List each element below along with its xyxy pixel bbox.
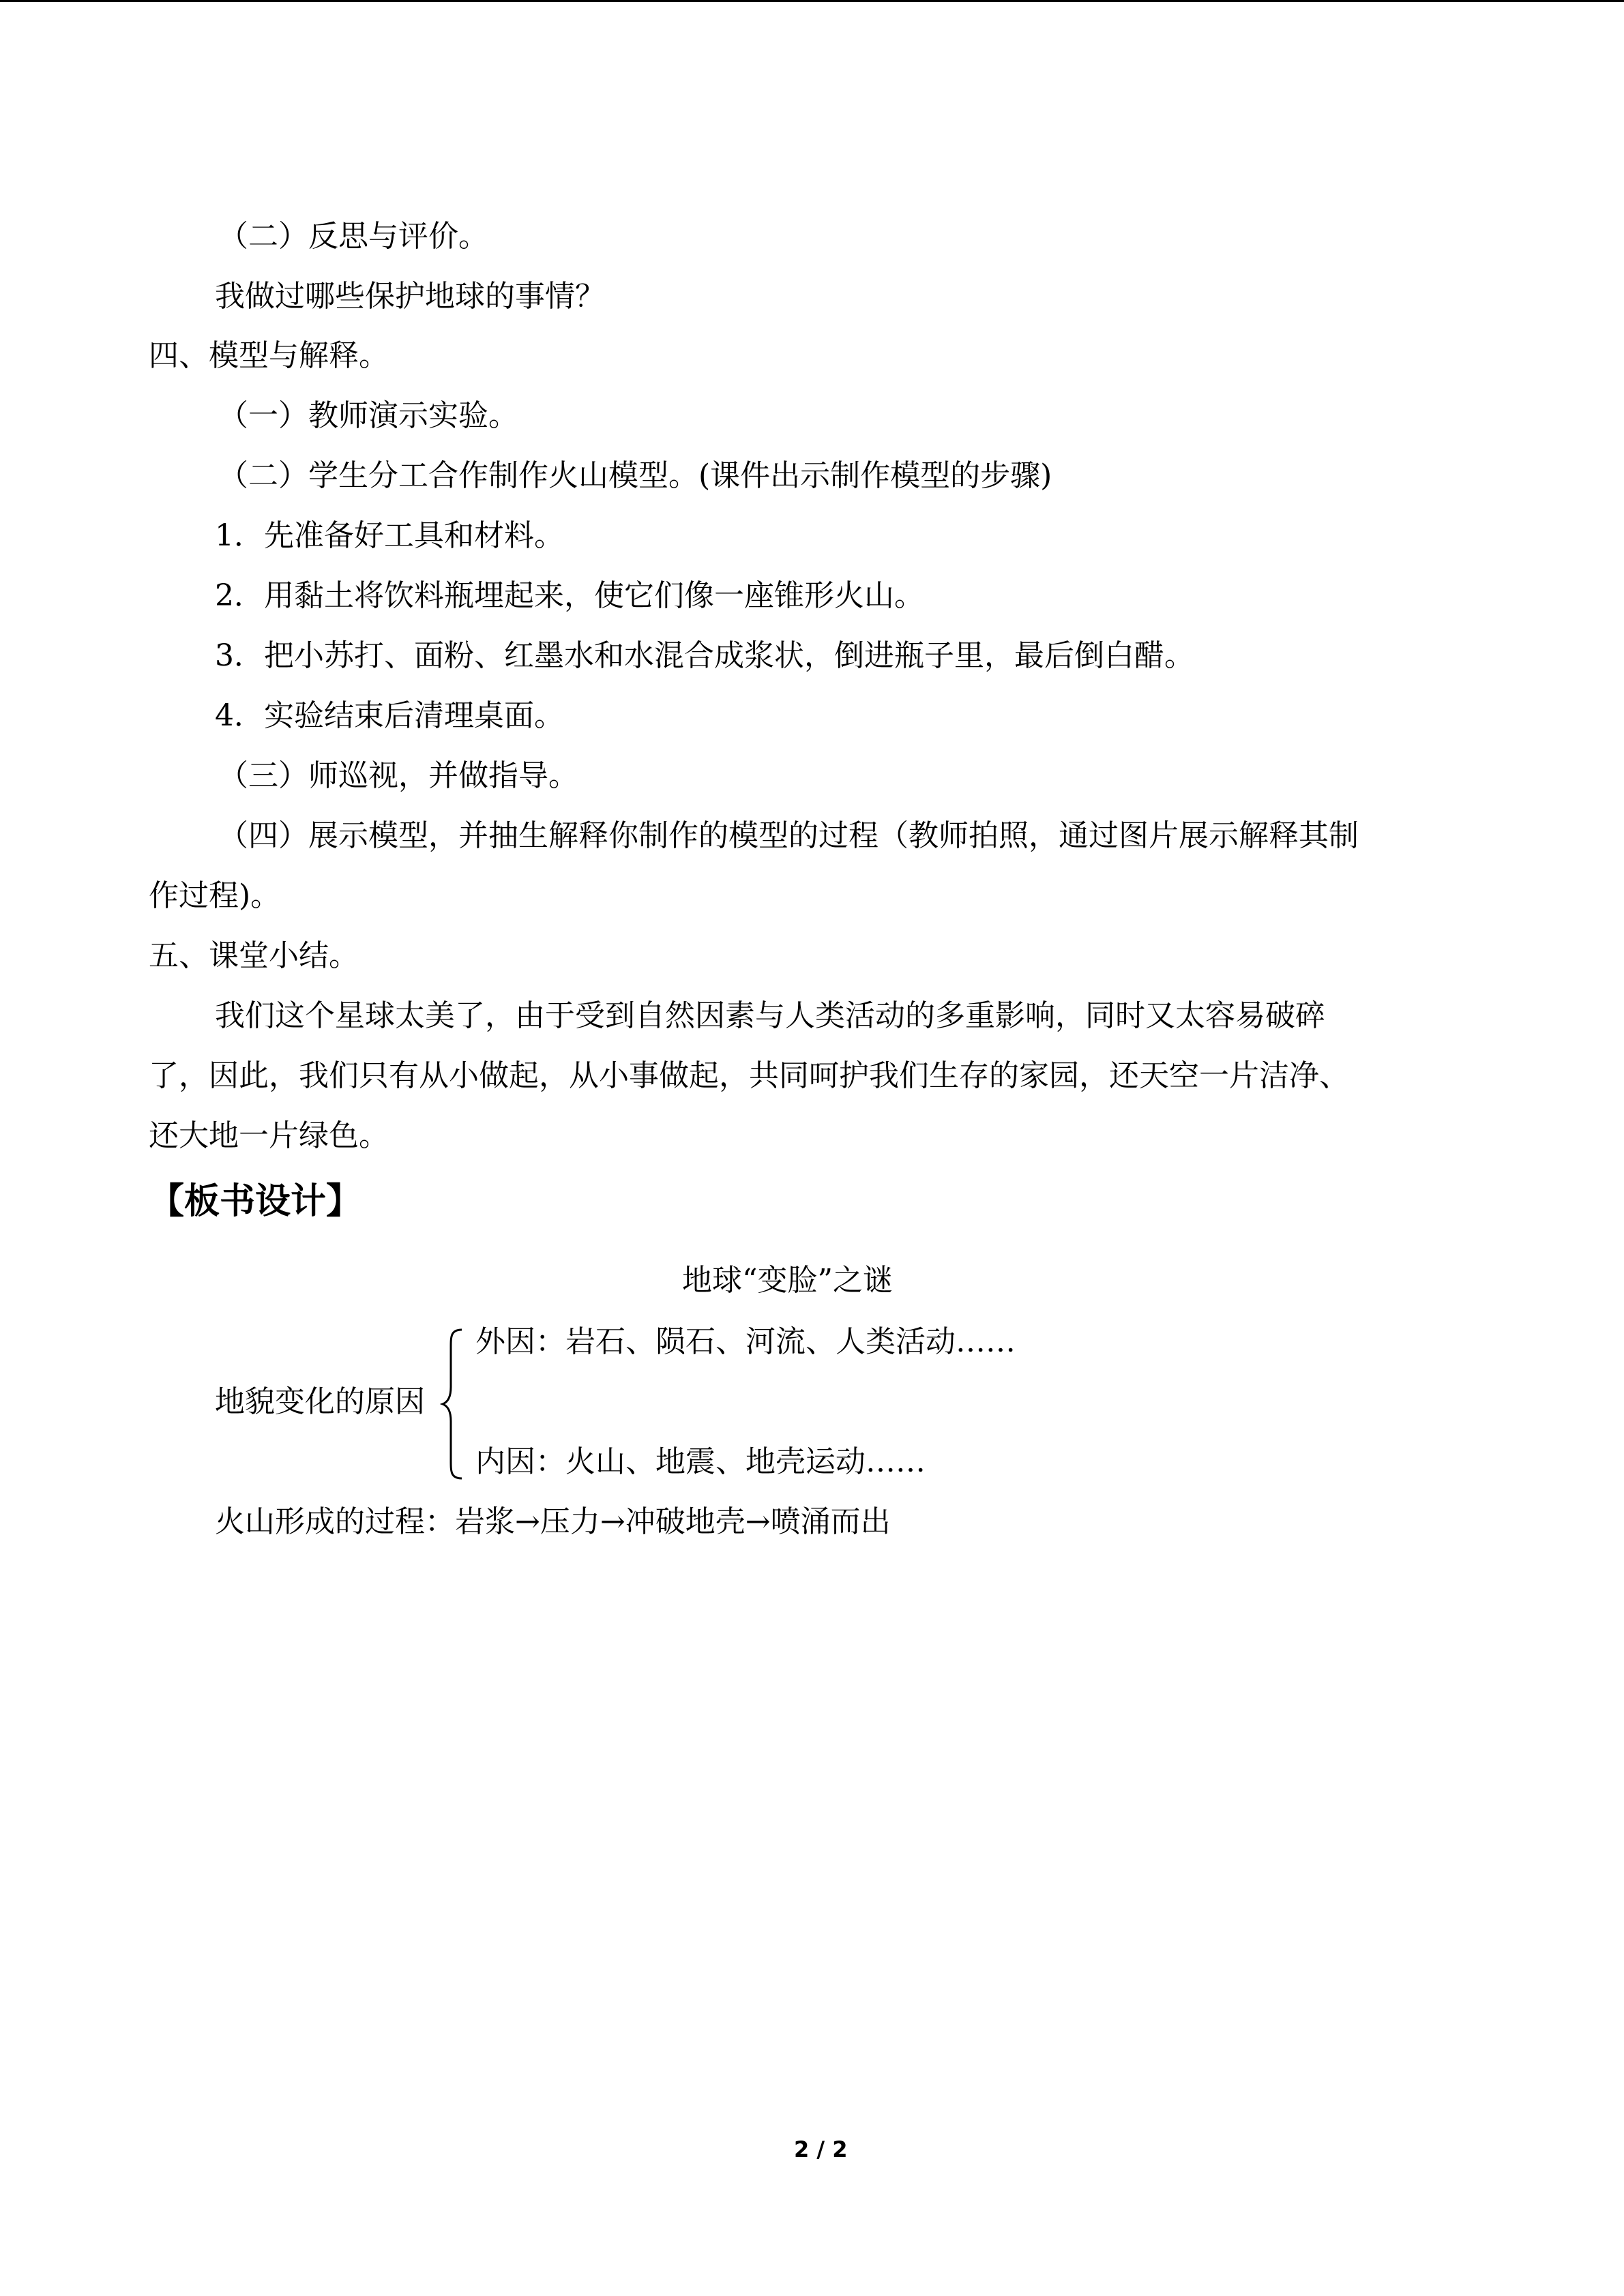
student-model-item: （二）学生分工合作制作火山模型。(课件出示制作模型的步骤) <box>218 458 1052 493</box>
section-four-heading: 四、模型与解释。 <box>149 338 389 373</box>
board-design-heading: 【板书设计】 <box>149 1181 362 1222</box>
reflection-question: 我做过哪些保护地球的事情？ <box>215 279 605 314</box>
page-top-border <box>0 0 1624 2</box>
step-3: 3．把小苏打、面粉、红墨水和水混合成浆状，倒进瓶子里，最后倒白醋。 <box>215 638 1194 673</box>
summary-line-3: 还大地一片绿色。 <box>149 1118 389 1153</box>
page-number: 2 / 2 <box>794 2136 848 2162</box>
step-4: 4．实验结束后清理桌面。 <box>215 698 564 733</box>
board-internal-causes: 内因：火山、地震、地壳运动…… <box>475 1444 926 1479</box>
reflection-subheading: （二）反思与评价。 <box>218 219 488 254</box>
curly-brace-icon <box>440 1328 467 1480</box>
board-title: 地球“变脸”之谜 <box>682 1263 893 1298</box>
board-external-causes: 外因：岩石、陨石、河流、人类活动…… <box>475 1324 1016 1359</box>
step-2: 2．用黏土将饮料瓶埋起来，使它们像一座锥形火山。 <box>215 578 924 613</box>
model-showcase-item-cont: 作过程)。 <box>149 878 281 913</box>
summary-line-1: 我们这个星球太美了，由于受到自然因素与人类活动的多重影响，同时又太容易破碎 <box>215 998 1325 1033</box>
section-five-heading: 五、课堂小结。 <box>149 938 359 973</box>
teacher-demo-item: （一）教师演示实验。 <box>218 398 518 433</box>
board-cause-label: 地貌变化的原因 <box>215 1384 425 1419</box>
teacher-patrol-item: （三）师巡视，并做指导。 <box>218 758 578 793</box>
step-1: 1．先准备好工具和材料。 <box>215 518 564 553</box>
model-showcase-item: （四）展示模型，并抽生解释你制作的模型的过程（教师拍照，通过图片展示解释其制 <box>218 818 1359 853</box>
summary-line-2: 了，因此，我们只有从小做起，从小事做起，共同呵护我们生存的家园，还天空一片洁净、 <box>149 1058 1349 1093</box>
board-volcano-process: 火山形成的过程：岩浆→压力→冲破地壳→喷涌而出 <box>215 1504 891 1539</box>
